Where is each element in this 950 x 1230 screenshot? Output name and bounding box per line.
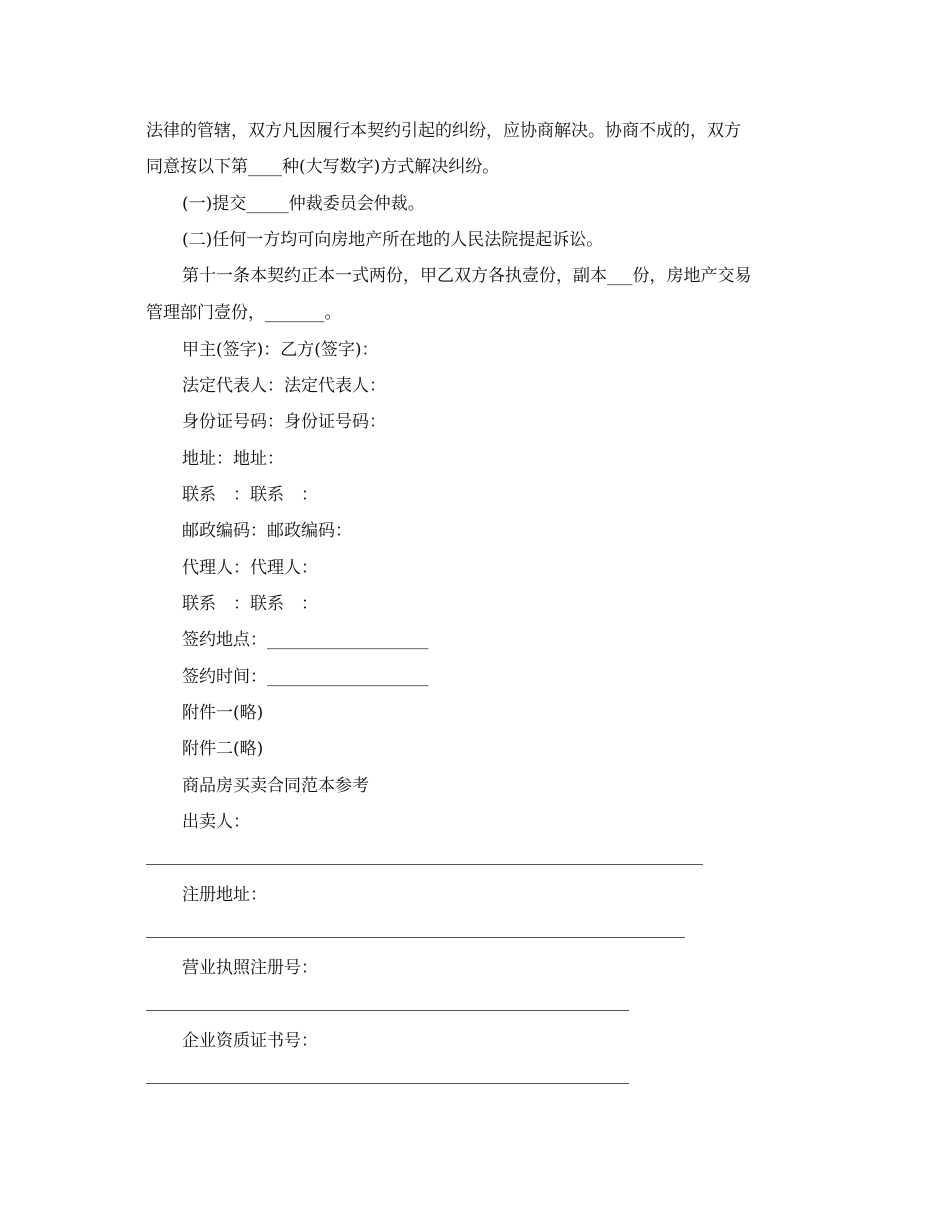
- text-line-2: 同意按以下第____种(大写数字)方式解决纠纷。: [146, 157, 500, 177]
- text-line-12: 邮政编码：邮政编码：: [182, 521, 352, 541]
- text-line-4: (二)任何一方均可向房地产所在地的人民法院提起诉讼。: [182, 230, 604, 250]
- text-line-16: 签约时间：___________________: [182, 667, 429, 687]
- text-line-20: 出卖人：: [182, 812, 250, 832]
- text-line-1: 法律的管辖，双方凡因履行本契约引起的纠纷，应协商解决。协商不成的，双方: [146, 121, 741, 141]
- text-line-19: 商品房买卖合同范本参考: [182, 776, 369, 796]
- text-line-3: (一)提交_____仲裁委员会仲裁。: [182, 194, 425, 214]
- text-line-7: 甲主(签字)：乙方(签字)：: [182, 340, 379, 360]
- text-line-5: 第十一条本契约正本一式两份，甲乙双方各执壹份，副本___份，房地产交易: [182, 266, 752, 286]
- text-line-9: 身份证号码：身份证号码：: [182, 412, 386, 432]
- blank-line-qualification: [146, 1083, 629, 1084]
- blank-line-seller: [146, 864, 703, 865]
- blank-line-license: [146, 1010, 629, 1011]
- text-line-18: 附件二(略): [182, 739, 264, 759]
- blank-line-address: [146, 937, 685, 938]
- text-line-13: 代理人：代理人：: [182, 558, 318, 578]
- text-line-23: 企业资质证书号：: [182, 1031, 318, 1051]
- text-line-17: 附件一(略): [182, 703, 264, 723]
- text-line-22: 营业执照注册号：: [182, 958, 318, 978]
- text-line-8: 法定代表人：法定代表人：: [182, 376, 386, 396]
- text-line-14: 联系 ：联系 ：: [182, 594, 318, 614]
- text-line-6: 管理部门壹份，_______。: [146, 303, 342, 323]
- text-line-11: 联系 ：联系 ：: [182, 485, 318, 505]
- text-line-15: 签约地点：___________________: [182, 630, 429, 650]
- text-line-21: 注册地址：: [182, 885, 267, 905]
- text-line-10: 地址：地址：: [182, 449, 284, 469]
